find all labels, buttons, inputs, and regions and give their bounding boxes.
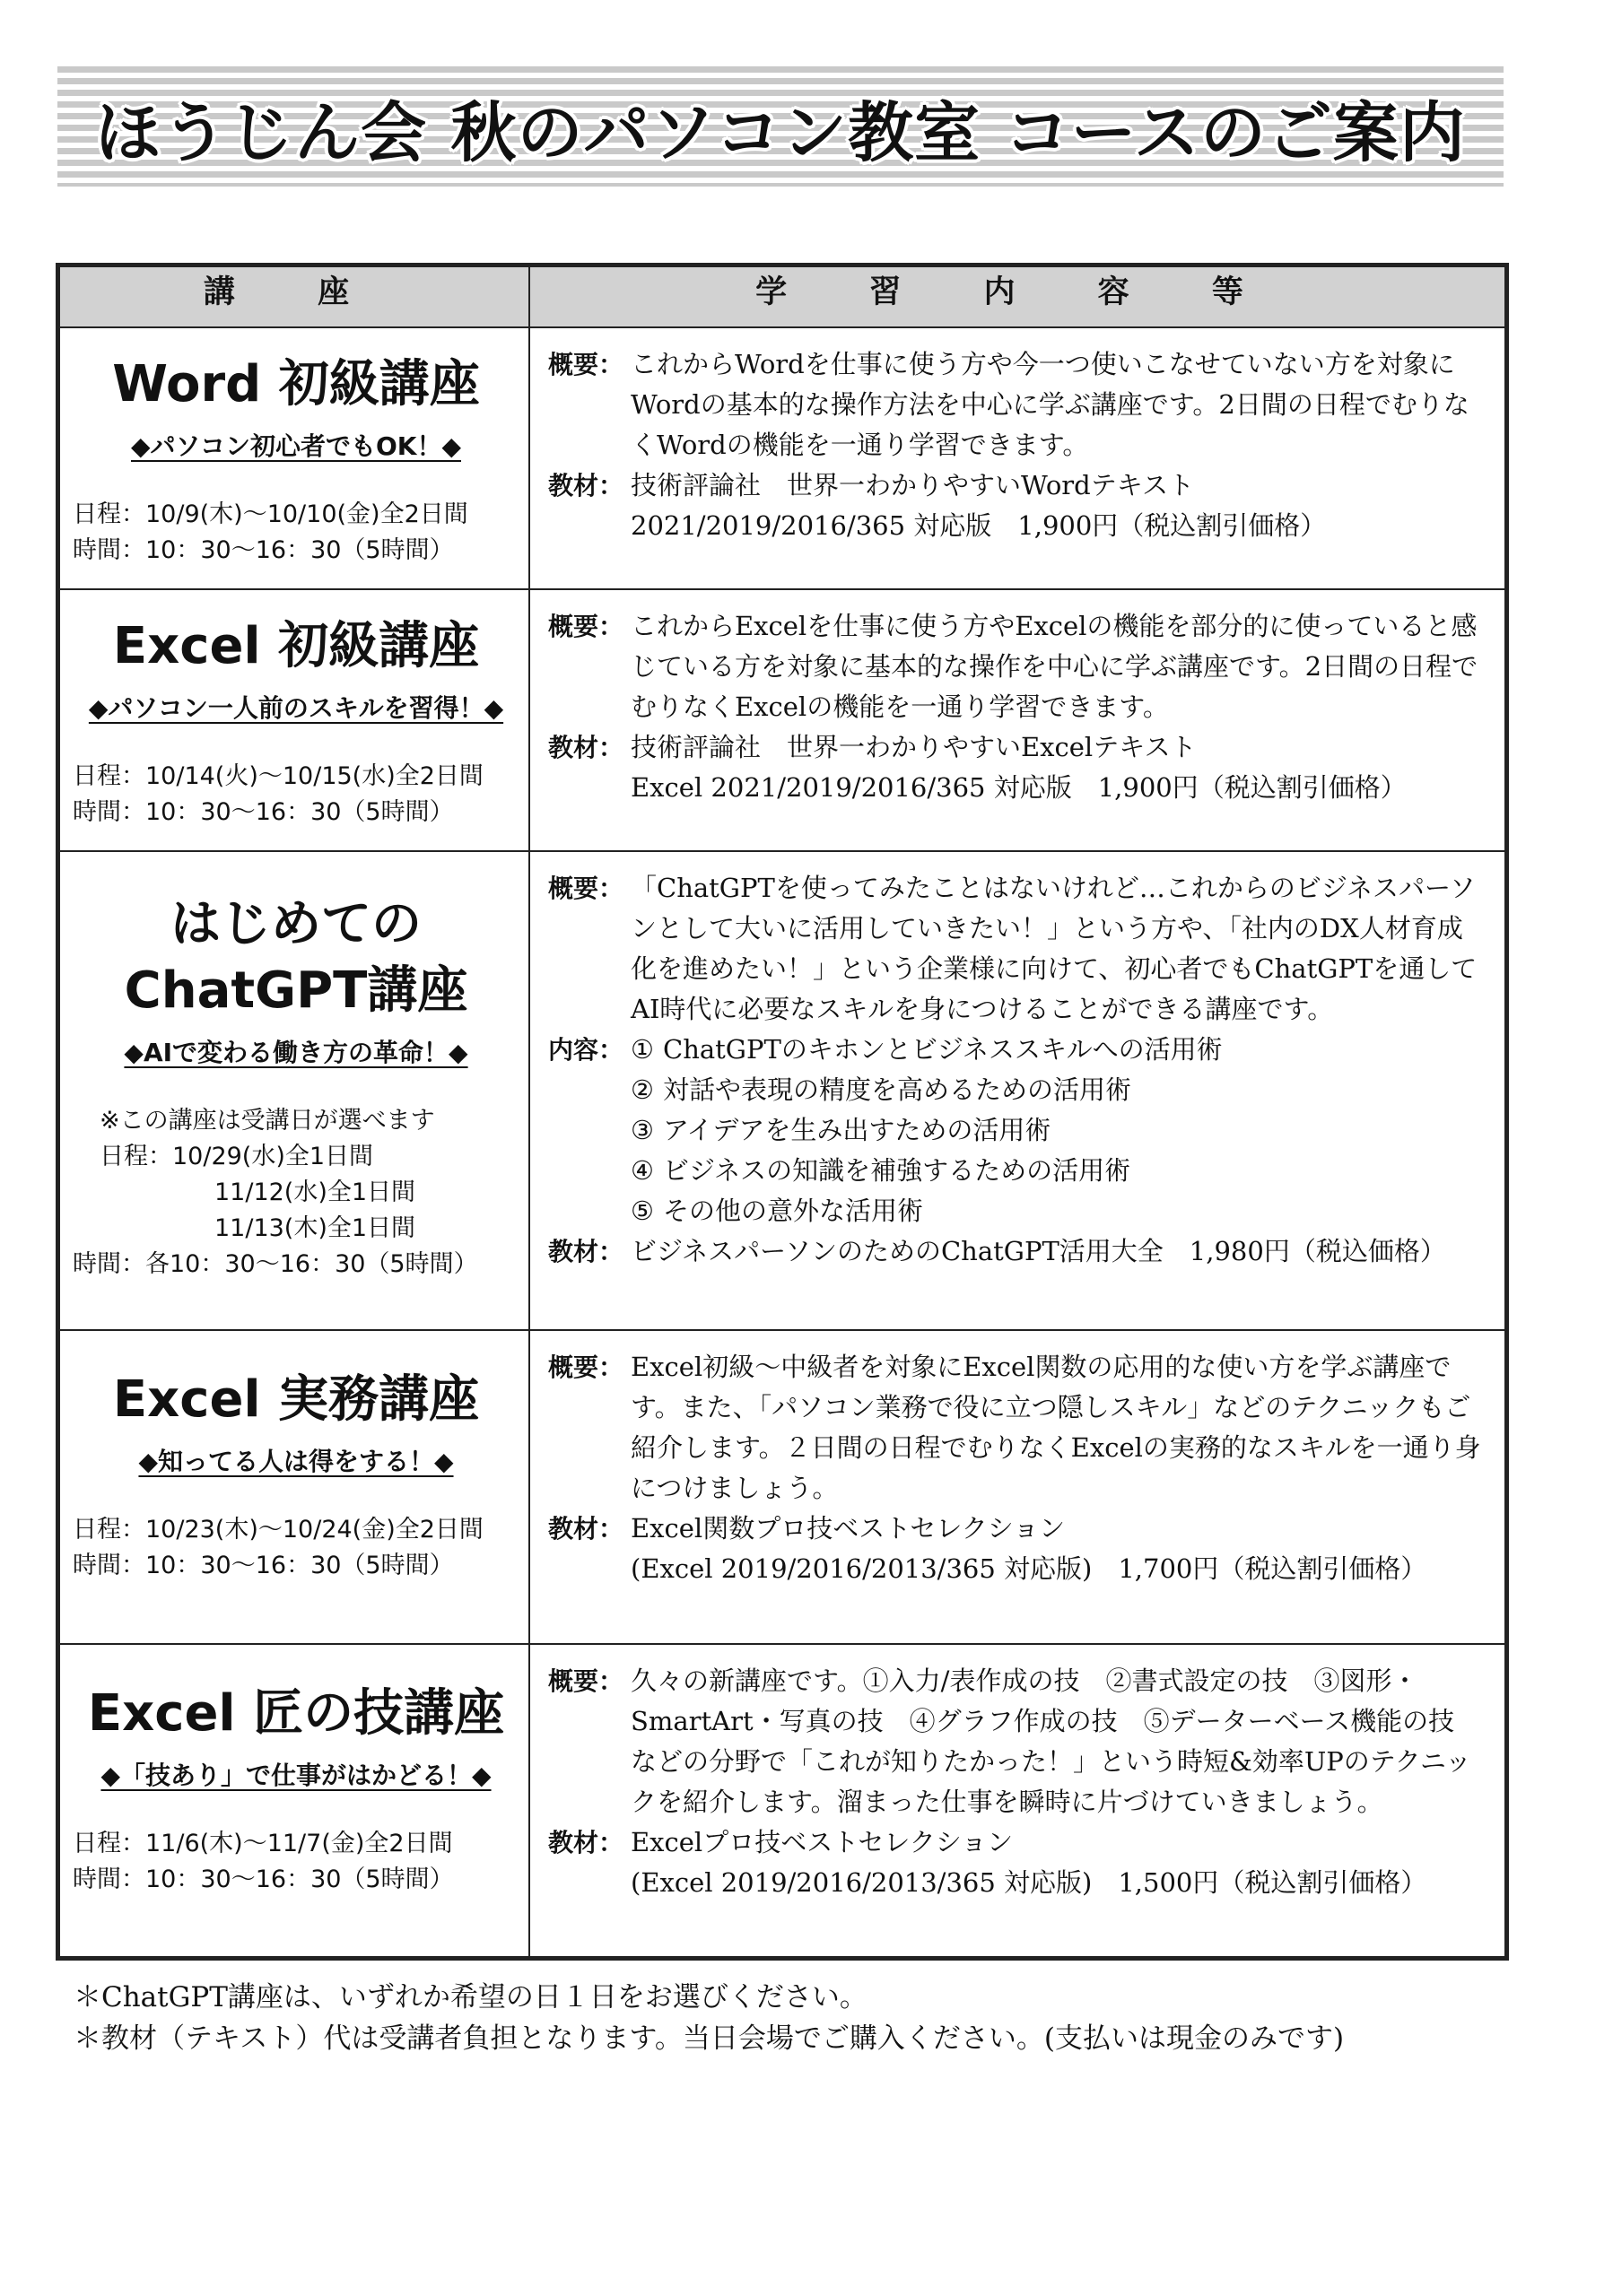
content-list <box>631 1030 1488 1231</box>
list-item <box>631 1070 1488 1110</box>
material-edition: 2021/2019/2016/365 対応版 1,900円（税込割引価格） <box>631 510 1327 541</box>
list-item <box>631 1151 1488 1191</box>
schedule-time: 時間：10：30～16：30（5時間） <box>73 536 454 564</box>
schedule-time: 時間：10：30～16：30（5時間） <box>73 1552 454 1579</box>
content-cell <box>529 851 1507 1330</box>
material-title: 技術評論社 世界一わかりやすいWordテキスト <box>631 470 1195 500</box>
course-tagline: ◆パソコン初心者でもOK！◆ <box>130 431 461 461</box>
number-marker: ③ <box>631 1115 654 1145</box>
course-cell <box>58 1644 530 1958</box>
course-schedule <box>73 497 519 569</box>
schedule-date: 11/12(水)全1日間 <box>214 1178 416 1206</box>
schedule-time: 時間：10：30～16：30（5時間） <box>73 1866 454 1893</box>
footer-note: ＊教材（テキスト）代は受講者負担となります。当日会場でご購入ください。(支払いは現金のみです) <box>74 2022 1345 2055</box>
course-cell <box>58 1330 530 1644</box>
table-row <box>58 1330 1507 1644</box>
material-label: 教材： <box>548 471 624 500</box>
course-tagline: ◆知ってる人は得をする！◆ <box>138 1447 454 1476</box>
course-tagline: ◆パソコン一人前のスキルを習得！◆ <box>88 693 504 723</box>
content-cell <box>529 1644 1507 1958</box>
content-cell <box>529 589 1507 851</box>
material-label: 教材： <box>548 1828 624 1857</box>
material-title: Excelプロ技ベストセレクション <box>631 1827 1014 1857</box>
overview-label: 概要： <box>548 874 624 903</box>
overview-text: Excel初級～中級者を対象にExcel関数の応用的な使い方を学ぶ講座です。また、「パソコン業務で役に立つ隠しスキル」などのテクニックもご紹介します。２日間の日程でむりなくExcelの実務的なスキルを一通り身につけましょう。 <box>631 1352 1481 1503</box>
course-cell <box>58 327 530 589</box>
content-label: 内容： <box>548 1035 624 1065</box>
list-item <box>631 1191 1488 1231</box>
material-edition: (Excel 2019/2016/2013/365 対応版) 1,500円（税込割引価格） <box>631 1867 1427 1898</box>
schedule-date: 日程：11/6(木)～11/7(金)全2日間 <box>73 1830 453 1857</box>
course-name: Excel 匠の技講座 <box>87 1684 505 1743</box>
schedule-date: 日程：10/9(木)～10/10(金)全2日間 <box>73 500 468 528</box>
course-cell <box>58 589 530 851</box>
course-name: Excel 初級講座 <box>112 617 480 675</box>
table-row <box>58 851 1507 1330</box>
overview-label: 概要： <box>548 1666 624 1696</box>
title-banner <box>57 66 1504 187</box>
number-marker: ⑤ <box>631 1196 654 1226</box>
material-title: 技術評論社 世界一わかりやすいExcelテキスト <box>631 732 1197 762</box>
material-edition: Excel 2021/2019/2016/365 対応版 1,900円（税込割引価格） <box>631 772 1407 803</box>
course-table <box>56 263 1509 1961</box>
page-title: ほうじん会 秋のパソコン教室 コースのご案内 <box>95 94 1466 171</box>
overview-text: 「ChatGPTを使ってみたことはないけれど…これからのビジネスパーソンとして大いに活用していきたい！」という方や、「社内のDX人材育成化を進めたい！」という企業様に向けて、初心者でもChatGPTを通してAI時代に必要なスキルを身につけることができる講座です。 <box>631 873 1478 1024</box>
course-schedule <box>73 759 519 831</box>
course-name: Excel 実務講座 <box>112 1370 480 1429</box>
material-label: 教材： <box>548 1514 624 1544</box>
schedule-time: 時間：10：30～16：30（5時間） <box>73 798 454 826</box>
schedule-date: 11/13(木)全1日間 <box>214 1214 416 1242</box>
number-marker: ② <box>631 1074 654 1105</box>
overview-label: 概要： <box>548 350 624 379</box>
overview-text: これからExcelを仕事に使う方やExcelの機能を部分的に使っていると感じている方を対象に基本的な操作を中心に学ぶ講座です。2日間の日程でむりなくExcelの機能を一通り学習できます。 <box>631 611 1478 722</box>
table-row <box>58 327 1507 589</box>
table-header-row <box>58 265 1507 328</box>
schedule-date: 日程：10/29(水)全1日間 <box>100 1143 374 1170</box>
course-schedule <box>73 1512 519 1584</box>
schedule-time: 時間：各10：30～16：30（5時間） <box>73 1250 478 1278</box>
footer-note: ＊ChatGPT講座は、いずれか希望の日１日をお選びください。 <box>74 1981 868 2013</box>
material-title: ビジネスパーソンのためのChatGPT活用大全 1,980円（税込価格） <box>631 1236 1446 1266</box>
list-item-text: その他の意外な活用術 <box>663 1196 924 1226</box>
list-item <box>631 1110 1488 1151</box>
number-marker: ① <box>631 1034 654 1065</box>
overview-label: 概要： <box>548 1352 624 1382</box>
table-row <box>58 1644 1507 1958</box>
material-label: 教材： <box>548 1237 624 1266</box>
content-cell <box>529 1330 1507 1644</box>
list-item-text: ビジネスの知識を補強するための活用術 <box>663 1155 1131 1186</box>
list-item-text: アイデアを生み出すための活用術 <box>663 1115 1051 1145</box>
content-cell <box>529 327 1507 589</box>
overview-text: 久々の新講座です。①入力/表作成の技 ②書式設定の技 ③図形・SmartArt・写真の技 ④グラフ作成の技 ⑤データーベース機能の技 などの分野で「これが知りたかった！」という時短&効率UPのテクニックを紹介します。溜まった仕事を瞬時に片づけていきましょう。 <box>631 1665 1481 1817</box>
course-name: Word 初級講座 <box>112 355 480 413</box>
material-label: 教材： <box>548 733 624 762</box>
number-marker: ④ <box>631 1155 654 1186</box>
course-note: ※この講座は受講日が選べます <box>100 1107 435 1135</box>
course-cell <box>58 851 530 1330</box>
material-edition: (Excel 2019/2016/2013/365 対応版) 1,700円（税込割引価格） <box>631 1553 1427 1584</box>
footer-notes <box>74 1977 1344 2059</box>
material-title: Excel関数プロ技ベストセレクション <box>631 1513 1066 1544</box>
overview-text: これからWordを仕事に使う方や今一つ使いこなせていない方を対象にWordの基本的な操作方法を中心に学ぶ講座です。2日間の日程でむりなくWordの機能を一通り学習できます。 <box>631 349 1469 460</box>
course-schedule <box>73 1139 519 1247</box>
list-item-text: 対話や表現の精度を高めるための活用術 <box>663 1074 1132 1105</box>
schedule-date: 日程：10/14(火)～10/15(水)全2日間 <box>73 762 484 790</box>
list-item <box>631 1030 1488 1070</box>
overview-label: 概要： <box>548 612 624 641</box>
course-schedule <box>73 1826 519 1898</box>
list-item-text: ChatGPTのキホンとビジネススキルへの活用術 <box>663 1034 1223 1065</box>
course-tagline: ◆「技あり」で仕事がはかどる！◆ <box>100 1761 492 1790</box>
course-name-line1: はじめての <box>170 895 422 953</box>
table-row <box>58 589 1507 851</box>
schedule-date: 日程：10/23(木)～10/24(金)全2日間 <box>73 1516 484 1544</box>
course-name-line2: ChatGPT講座 <box>124 961 468 1020</box>
course-tagline: ◆AIで変わる働き方の革命！◆ <box>124 1038 468 1067</box>
header-course: 講 座 <box>58 265 530 328</box>
header-content: 学 習 内 容 等 <box>529 265 1507 328</box>
